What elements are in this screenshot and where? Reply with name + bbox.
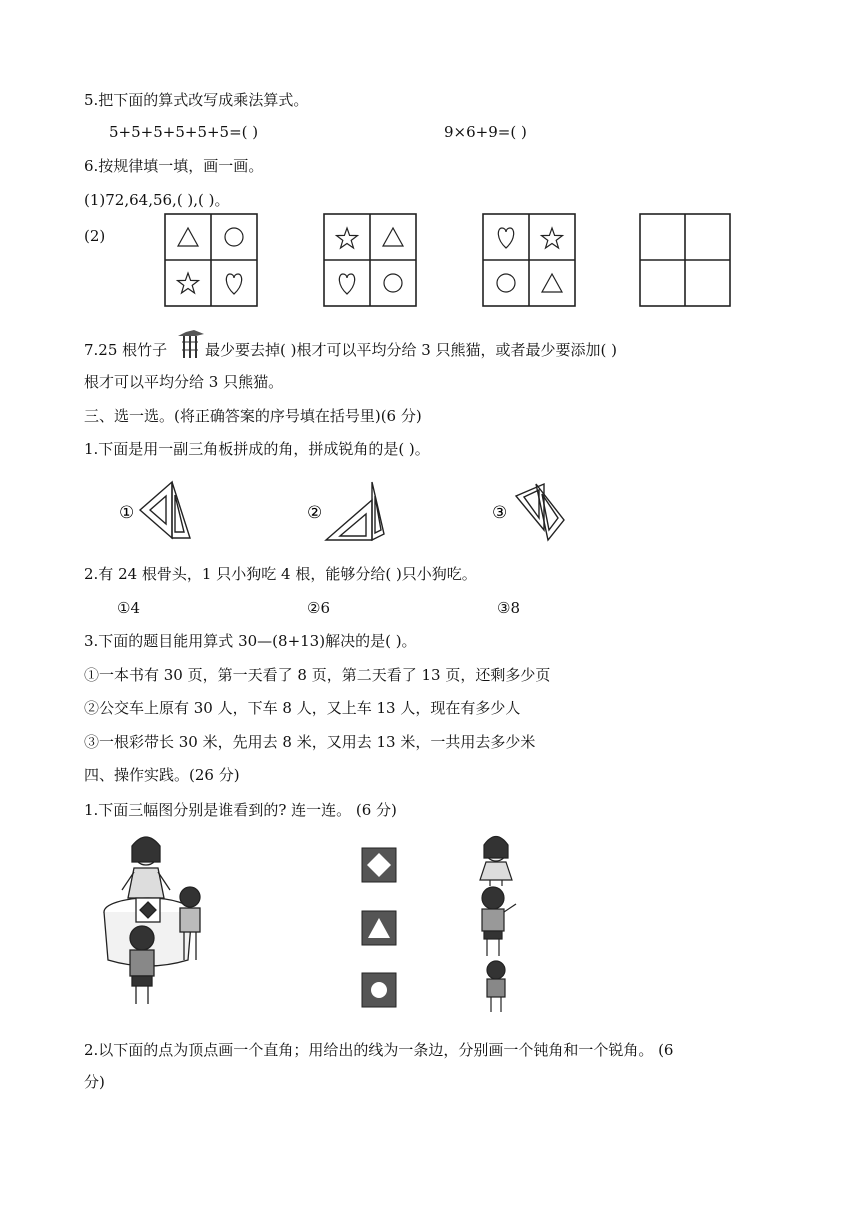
q6-part2-label: (2) [84,227,106,245]
observer-boy-1[interactable] [482,887,516,956]
view-card-triangle[interactable] [362,911,396,945]
figure-label-3: ③ [492,503,508,523]
s3-q3-option-1: ①一本书有 30 页，第一天看了 8 页，第二天看了 13 页，还剩多少页 [84,666,551,684]
s3-q3-option-3: ③一根彩带长 30 米，先用去 8 米，又用去 13 米，一共用去多少米 [84,733,536,751]
s4-q2-text: 2.以下面的点为顶点画一个直角；用给出的线为一条边，分别画一个钝角和一个锐角。 (6 [84,1041,674,1059]
s3-q3-option-2: ②公交车上原有 30 人，下车 8 人，又上车 13 人，现在有多少人 [84,699,521,717]
figure-label-1: ① [119,503,135,523]
s3-q3-text: 3.下面的题目能用算式 30—(8+13)解决的是( )。 [84,632,417,650]
s4-q1-text: 1.下面三幅图分别是谁看到的? 连一连。 (6 分) [84,801,397,819]
q6-part1: (1)72,64,56,( ),( )。 [84,191,230,209]
section4-title: 四、操作实践。(26 分) [84,766,240,784]
observer-boy-2[interactable] [487,961,505,1012]
q5-expression-1: 5+5+5+5+5+5=( ) [109,123,259,141]
s3-q2-option-2: ②6 [307,599,330,617]
s3-q2-text: 2.有 24 根骨头，1 只小狗吃 4 根，能够分给( )只小狗吃。 [84,565,477,583]
q7-text-pre: 7.25 根竹子 [84,341,168,359]
figure-label-2: ② [307,503,323,523]
view-card-diamond[interactable] [362,848,396,882]
s3-q2-option-1: ①4 [117,599,140,617]
view-card-circle[interactable] [362,973,396,1007]
s3-q2-option-3: ③8 [497,599,520,617]
observer-girl[interactable] [480,837,512,887]
table-scene [104,837,200,1004]
s4-q2-line2: 分) [84,1073,105,1091]
section3-title: 三、选一选。(将正确答案的序号填在括号里)(6 分) [84,407,422,425]
q6-title: 6.按规律填一填，画一画。 [84,157,264,175]
q5-title: 5.把下面的算式改写成乘法算式。 [84,91,309,109]
q7-text-post: 最少要去掉( )根才可以平均分给 3 只熊猫，或者最少要添加( ) [205,341,618,359]
q5-expression-2: 9×6+9=( ) [444,123,527,141]
q7-line2: 根才可以平均分给 3 只熊猫。 [84,373,284,391]
s3-q1-text: 1.下面是用一副三角板拼成的角，拼成锐角的是( )。 [84,440,430,458]
